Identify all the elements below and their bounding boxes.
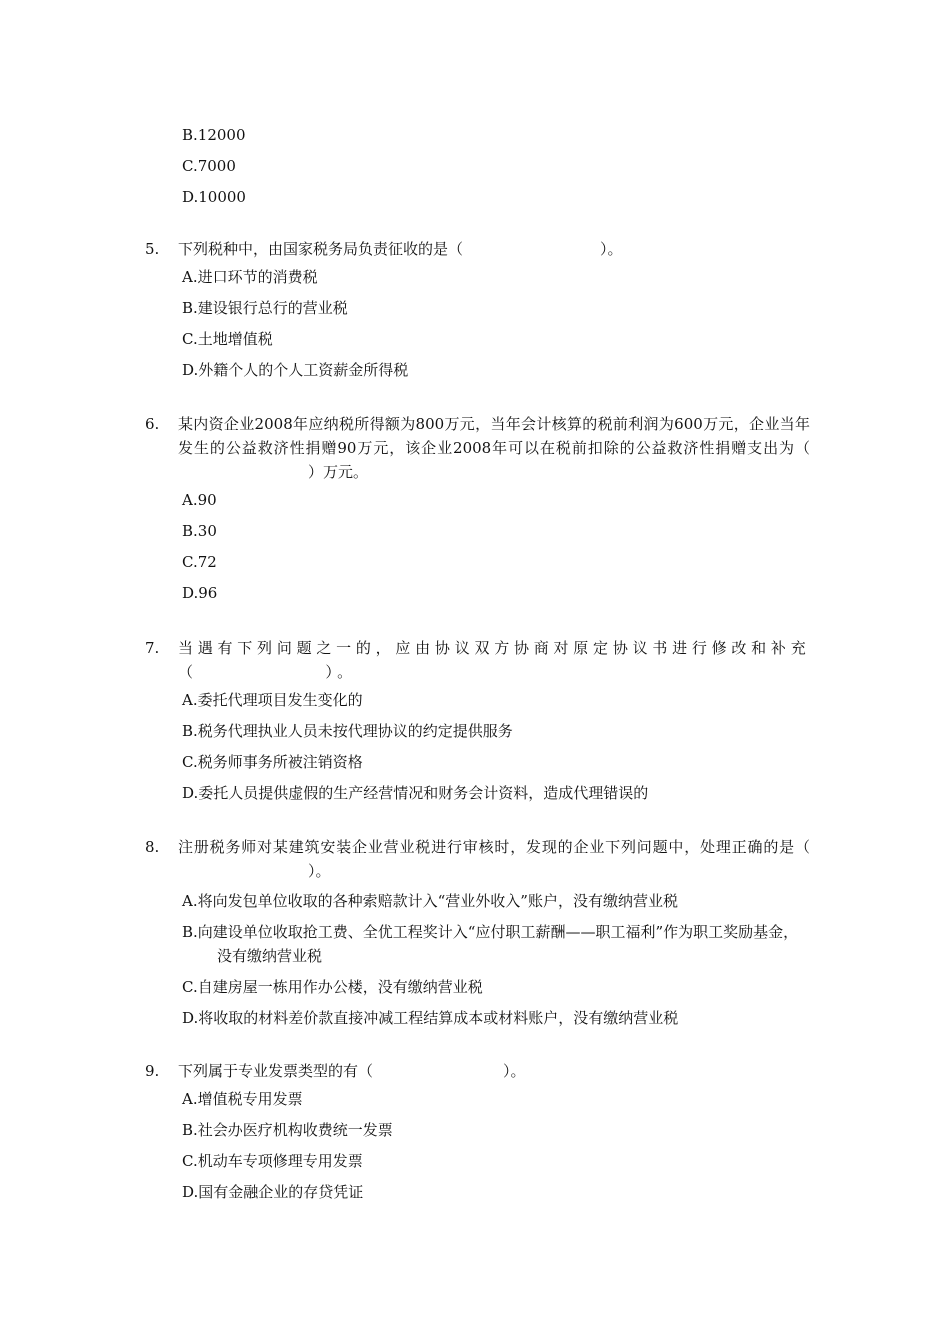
question-6	[145, 412, 810, 614]
question-number: 8.	[145, 838, 160, 856]
option-d: D.将收取的材料差价款直接冲减工程结算成本或材料账户，没有缴纳营业税	[182, 1009, 679, 1027]
option-b: B.社会办医疗机构收费统一发票	[182, 1121, 393, 1139]
question-7	[145, 636, 810, 814]
option-c: C.7000	[182, 157, 236, 175]
question-8	[145, 835, 810, 1037]
prev-question-options	[182, 125, 246, 218]
question-text: 注册税务师对某建筑安装企业营业税进行审核时，发现的企业下列问题中，处理正确的是（）。	[178, 838, 810, 880]
option-c: C.72	[182, 553, 217, 571]
option-a: A.将向发包单位收取的各种索赔款计入“营业外收入”账户，没有缴纳营业税	[182, 892, 678, 910]
question-text: 当遇有下列问题之一的，应由协议双方协商对原定协议书进行修改和补充（ ）。	[178, 639, 810, 681]
question-number: 5.	[145, 240, 160, 258]
option-b: B.向建设单位收取抢工费、全优工程奖计入“应付职工薪酬——职工福利”作为职工奖励基金，没有缴纳营业税	[182, 923, 799, 965]
question-9	[145, 1059, 810, 1213]
question-number: 9.	[145, 1062, 160, 1080]
question-text: 某内资企业2008年应纳税所得额为800万元，当年会计核算的税前利润为600万元，企业当年发生的公益救济性捐赠90万元，该企业2008年可以在税前扣除的公益救济性捐赠支出为（）万元。	[178, 415, 810, 481]
option-d: D.10000	[182, 188, 246, 206]
option-b: B.12000	[182, 126, 246, 144]
option-c: C.税务师事务所被注销资格	[182, 753, 363, 771]
option-d: D.96	[182, 584, 218, 602]
question-5	[145, 237, 810, 391]
option-d: D.国有金融企业的存贷凭证	[182, 1183, 364, 1201]
option-b: B.税务代理执业人员未按代理协议的约定提供服务	[182, 722, 513, 740]
question-text: 下列属于专业发票类型的有（ ）。	[178, 1062, 526, 1080]
option-c: C.自建房屋一栋用作办公楼，没有缴纳营业税	[182, 978, 483, 996]
option-d: D.委托人员提供虚假的生产经营情况和财务会计资料，造成代理错误的	[182, 784, 649, 802]
question-text: 下列税种中，由国家税务局负责征收的是（ ）。	[178, 240, 623, 258]
option-a: A.进口环节的消费税	[182, 268, 318, 286]
option-a: A.增值税专用发票	[182, 1090, 303, 1108]
option-b: B.建设银行总行的营业税	[182, 299, 348, 317]
option-a: A.90	[182, 491, 217, 509]
option-b: B.30	[182, 522, 217, 540]
option-c: C.土地增值税	[182, 330, 273, 348]
question-number: 7.	[145, 639, 160, 657]
option-a: A.委托代理项目发生变化的	[182, 691, 363, 709]
option-d: D.外籍个人的个人工资薪金所得税	[182, 361, 409, 379]
option-c: C.机动车专项修理专用发票	[182, 1152, 363, 1170]
question-number: 6.	[145, 415, 160, 433]
